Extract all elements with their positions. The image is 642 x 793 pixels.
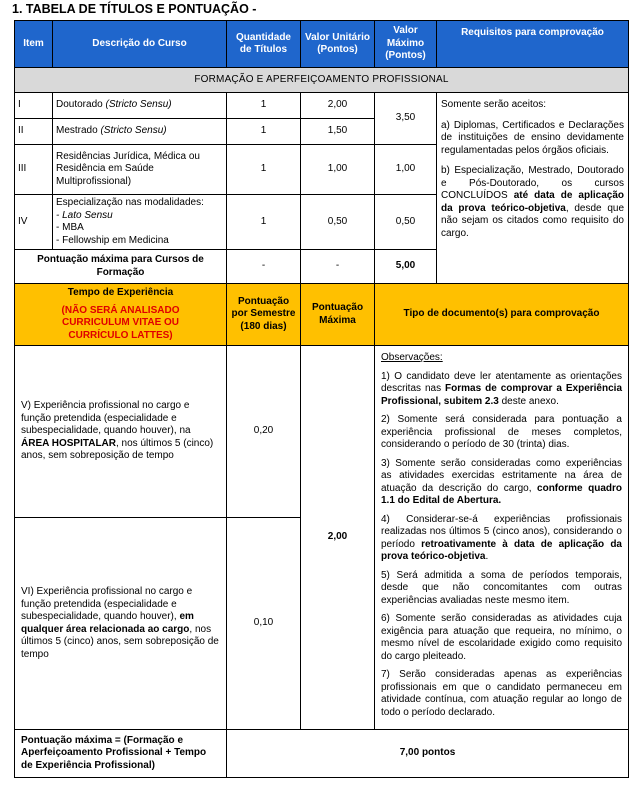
obs-1: 1) O candidato deve ler atentamente as orientações descritas nas Formas de comprovar a Experiência Profissional, subitem 2.3 deste anexo. xyxy=(381,370,623,407)
total-row xyxy=(15,730,629,778)
obs-7: 7) Serão consideradas apenas as experiências profissionais em que o candidato permaneceu em atividade contínua, com atuação regular ao longo de todo o período declarado. xyxy=(381,669,622,718)
pontuacao-formacao-qtd: - xyxy=(227,250,301,284)
obs-2: 2) Somente será considerada para pontuação a experiência profissional de meses completos, considerando o período de 30 (trinta) dias. xyxy=(381,414,622,450)
score-table xyxy=(14,20,629,778)
row-qtd: 1 xyxy=(227,119,301,145)
req-p2: a) Diplomas, Certificados e Declarações de instituições de ensino devidamente regulamentadas pelos órgãos oficiais. xyxy=(441,119,624,156)
obs-3: 3) Somente serão consideradas como experiências as atividades exercidas estritamente na área de atuação da descrição do cargo, conforme quadro 1.1 do Edital de Abertura. xyxy=(381,457,622,506)
row-desc: Especialização nas modalidades: - Lato Sensu - MBA - Fellowship em Medicina xyxy=(53,195,227,250)
row-desc: Mestrado (Stricto Sensu) xyxy=(53,119,227,145)
row-desc: Residências Jurídica, Médica ou Residência em Saúde Multiprofissional) xyxy=(53,145,227,195)
exp-v-pontos: 0,20 xyxy=(227,346,301,518)
row-unit: 1,00 xyxy=(301,145,375,195)
row-item: III xyxy=(15,145,53,195)
experiencia-header-tipo-doc: Tipo de documento(s) para comprovação xyxy=(375,284,629,346)
pontuacao-formacao-label: Pontuação máxima para Cursos de Formação xyxy=(15,250,227,284)
total-label: Pontuação máxima = (Formação e Aperfeiçoamento Profissional + Tempo de Experiência Profissional) xyxy=(15,730,227,778)
exp-vi-desc: VI) Experiência profissional no cargo e função pretendida (especialidade e subespecialidade, quando houver), em qualquer área relacionada ao cargo, nos últimos 5 (cinco) anos, sem sobreposição de tempo xyxy=(15,518,227,730)
header-quantidade: Quantidade de Títulos xyxy=(227,21,301,68)
requisitos-cell xyxy=(437,93,629,284)
row-unit: 1,50 xyxy=(301,119,375,145)
experiencia-header-semestre: Pontuação por Semestre (180 dias) xyxy=(227,284,301,346)
exp-max: 2,00 xyxy=(301,346,375,730)
experiencia-aviso: (NÃO SERÁ ANALISADO CURRICULUM VITAE OU CURRÍCULO LATTES) xyxy=(61,304,180,341)
section-formacao-row xyxy=(15,68,629,93)
row-unit: 2,00 xyxy=(301,93,375,119)
row-unit: 0,50 xyxy=(301,195,375,250)
obs-5: 5) Será admitida a soma de períodos temporais, desde que não concomitantes com outras experiências avaliadas neste mesmo item. xyxy=(381,569,622,606)
section-formacao-title: FORMAÇÃO E APERFEIÇOAMENTO PROFISSIONAL xyxy=(15,68,629,93)
row-item: IV xyxy=(15,195,53,250)
observacoes-cell xyxy=(375,346,629,730)
row-qtd: 1 xyxy=(227,195,301,250)
exp-vi-pontos: 0,10 xyxy=(227,518,301,730)
req-p3: b) Especialização, Mestrado, Doutorado e Pós-Doutorado, os cursos CONCLUÍDOS até data de aplicação da prova teórico-objetiva, desde que não sejam os citados como requisito do cargo. xyxy=(441,165,624,239)
obs-titulo: Observações: xyxy=(381,352,443,363)
header-descricao: Descrição do Curso xyxy=(53,21,227,68)
header-valor-unitario: Valor Unitário (Pontos) xyxy=(301,21,375,68)
row-qtd: 1 xyxy=(227,145,301,195)
row-max: 0,50 xyxy=(375,195,437,250)
row-max: 1,00 xyxy=(375,145,437,195)
table-row xyxy=(15,346,629,518)
header-valor-maximo: Valor Máximo (Pontos) xyxy=(375,21,437,68)
experiencia-header-tempo: Tempo de Experiência (NÃO SERÁ ANALISADO CURRICULUM VITAE OU CURRÍCULO LATTES) xyxy=(15,284,227,346)
total-valor: 7,00 pontos xyxy=(227,730,629,778)
row-desc: Doutorado (Stricto Sensu) xyxy=(53,93,227,119)
row-max-i-ii: 3,50 xyxy=(375,93,437,145)
exp-v-desc: V) Experiência profissional no cargo e função pretendida (especialidade e subespecialidade, quando houver), na ÁREA HOSPITALAR, nos últimos 5 (cinco) anos, sem sobreposição de tempo xyxy=(15,346,227,518)
experiencia-header-row xyxy=(15,284,629,346)
req-p1: Somente serão aceitos: xyxy=(441,99,547,110)
table-header-row xyxy=(15,21,629,68)
header-item: Item xyxy=(15,21,53,68)
experiencia-header-maxima: Pontuação Máxima xyxy=(301,284,375,346)
obs-4: 4) Considerar-se-á experiências profissionais realizadas nos últimos 5 (cinco anos), considerando o período retroativamente à data de aplicação da prova teórico-objetiva. xyxy=(381,513,622,562)
table-row xyxy=(15,93,629,119)
page-title: 1. TABELA DE TÍTULOS E PONTUAÇÃO - xyxy=(12,2,257,16)
header-requisitos: Requisitos para comprovação xyxy=(437,21,629,68)
row-item: II xyxy=(15,119,53,145)
pontuacao-formacao-unit: - xyxy=(301,250,375,284)
pontuacao-formacao-max: 5,00 xyxy=(375,250,437,284)
row-qtd: 1 xyxy=(227,93,301,119)
obs-6: 6) Somente serão consideradas as atividades cuja exigência para atuação que requeira, no mínimo, o mesmo nível de escolaridade exigido como requisito do cargo pleiteado. xyxy=(381,613,622,662)
row-item: I xyxy=(15,93,53,119)
